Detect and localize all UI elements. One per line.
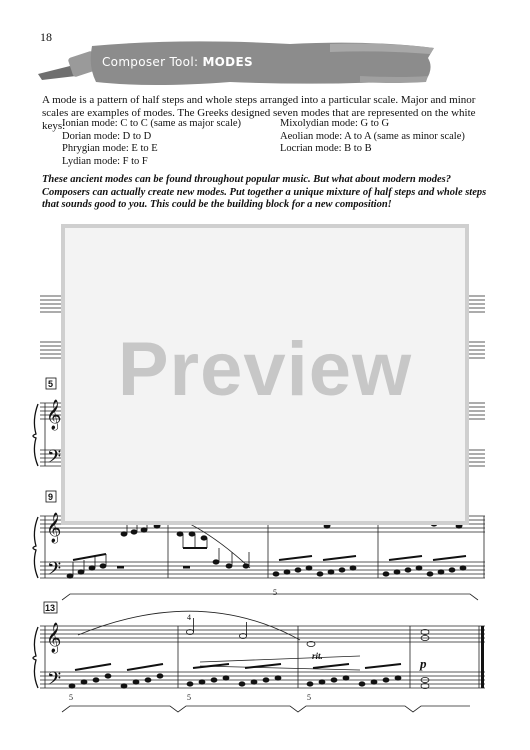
bass-clef-icon: 𝄢 [47, 669, 62, 694]
mode-item: Phrygian mode: E to E [62, 143, 158, 154]
measure-number: 13 [45, 603, 56, 613]
treble-clef-icon: 𝄞 [46, 513, 62, 543]
fingering: 5 [187, 693, 191, 702]
page-number: 18 [40, 30, 52, 44]
banner-prefix: Composer Tool: [102, 55, 199, 69]
banner-topic: MODES [202, 55, 253, 69]
hairpin [200, 656, 360, 662]
mode-item: Ionian mode: C to C (same as major scale) [62, 118, 242, 129]
preview-overlay [61, 224, 469, 525]
mode-item: Mixolydian mode: G to G [280, 118, 390, 129]
staff-lines-system-4 [40, 626, 485, 688]
dynamic-marking: p [420, 656, 427, 671]
bass-clef-icon: 𝄢 [47, 447, 62, 472]
ritardando-marking: rit. [312, 651, 323, 661]
mode-item: Lydian mode: F to F [62, 155, 148, 167]
preview-watermark: Preview [117, 327, 413, 412]
bass-clef-icon: 𝄢 [47, 559, 62, 584]
mode-item: Dorian mode: D to D [62, 130, 152, 142]
measure-number: 9 [48, 492, 54, 502]
hairpin [200, 666, 360, 670]
fingering: 5 [273, 588, 277, 597]
composer-note: These ancient modes can be found throughout popular music. But what about modern modes? Composers can actually create new modes. Put together a unique mixture of half steps and whole steps that sounds good to you. This could be the building block for a new composition! [42, 174, 487, 210]
fingering: 4 [187, 613, 191, 622]
fingering: 5 [307, 693, 311, 702]
mode-item: Locrian mode: B to B [280, 143, 372, 154]
mode-item: Aeolian mode: A to A (same as minor scale) [280, 130, 465, 142]
measure-number: 5 [48, 379, 54, 389]
fingering: 5 [69, 693, 73, 702]
intro-paragraph: A mode is a pattern of half steps and whole steps arranged into a particular scale. Major and minor scales are examples of modes. The Greeks designed seven modes that are represented on the white keys: [42, 94, 476, 132]
treble-clef-icon: 𝄞 [46, 623, 62, 653]
treble-clef-icon: 𝄞 [46, 400, 62, 430]
